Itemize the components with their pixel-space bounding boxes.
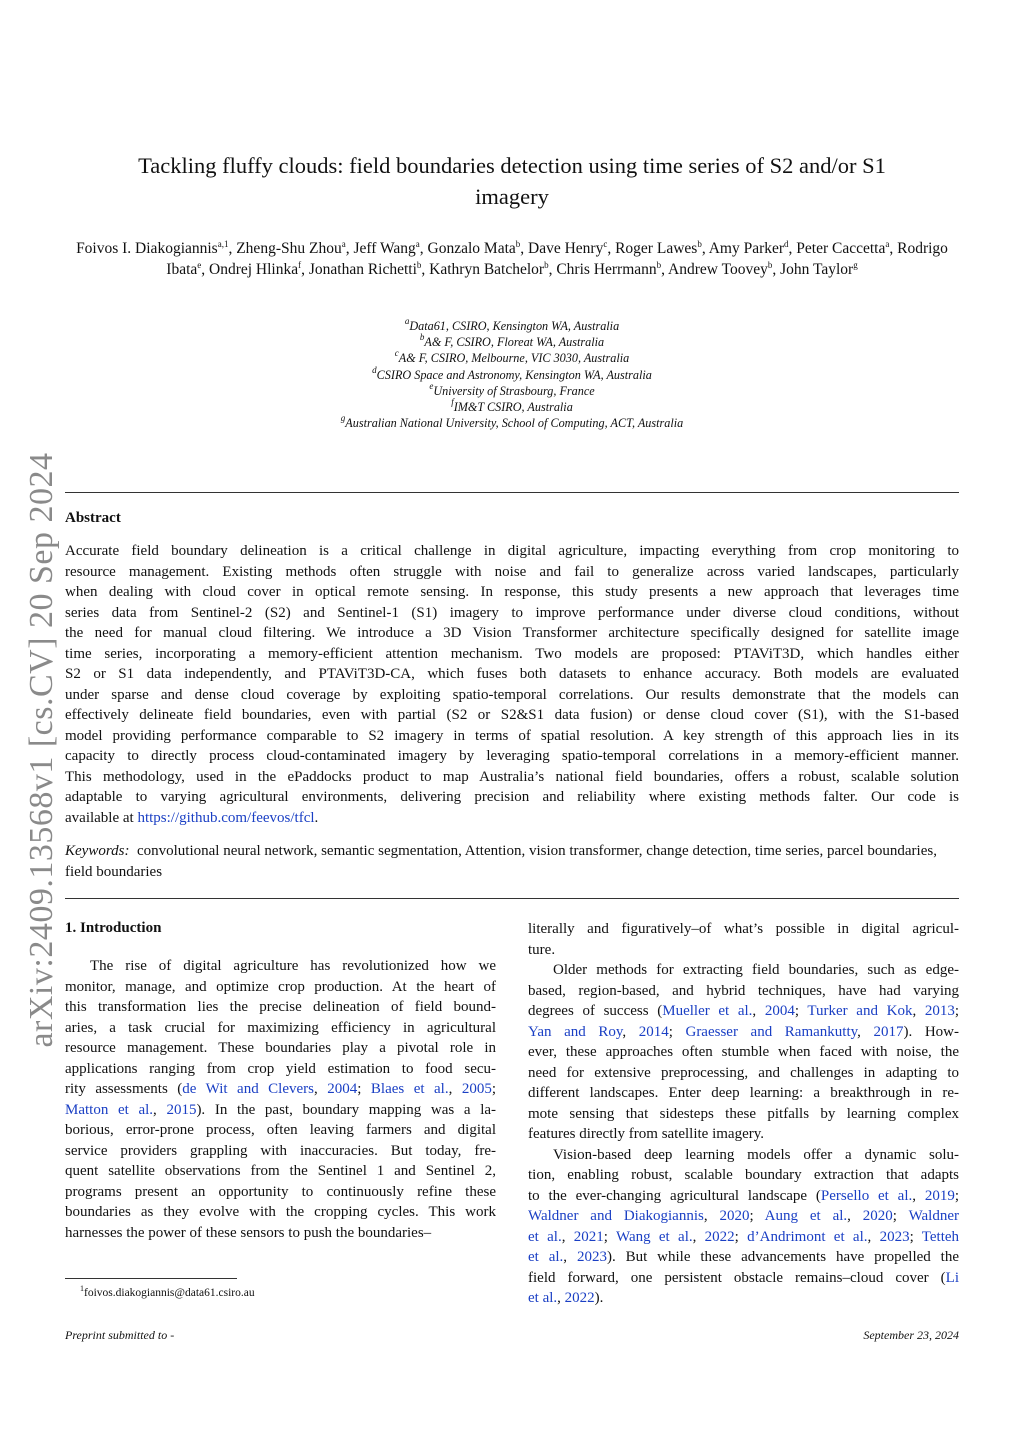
affiliation-list [200, 318, 824, 431]
citation-link[interactable]: 2014 [638, 1023, 669, 1040]
affiliation-text: Australian National University, School of Computing, ACT, Australia [345, 416, 684, 431]
text-run: to the ever-changing agricultural landscape ( [528, 1187, 821, 1204]
text-run: ; [909, 1228, 922, 1245]
author [556, 261, 661, 278]
author-name: Andrew Toovey [668, 260, 768, 278]
abstract-heading: Abstract [65, 510, 121, 526]
text-line [65, 997, 496, 1018]
text-run: monitor, manage, and optimize crop production. At the heart of [65, 978, 496, 995]
citation-link[interactable]: Wang et al. [615, 1228, 693, 1245]
citation-link[interactable]: Waldner [908, 1208, 959, 1224]
text-run: ). How- [903, 1023, 959, 1040]
citation-link[interactable]: https://github.com/feevos/tfcl [137, 809, 315, 826]
citation-link[interactable]: 2020 [719, 1208, 750, 1224]
text-line [65, 1059, 496, 1080]
text-line [528, 1206, 959, 1227]
divider-bottom [65, 898, 959, 899]
text-line [65, 1202, 496, 1223]
arxiv-stamp: arXiv:2409.13568v1 [cs.CV] 20 Sep 2024 [23, 452, 60, 1048]
text-run: , [448, 1081, 462, 1097]
left-column-text [65, 956, 496, 1243]
citation-link[interactable]: 2021 [573, 1228, 604, 1245]
author [780, 261, 858, 278]
author [528, 240, 607, 257]
author-name: Gonzalo Mata [427, 240, 516, 257]
author-affiliation-mark: e [197, 259, 202, 270]
author-name: Amy Parker [708, 240, 785, 257]
citation-link[interactable]: Matton et al. [65, 1101, 154, 1118]
text-line [65, 1100, 496, 1121]
text-line [528, 1042, 959, 1063]
text-run: literally and figuratively–of what’s possible in digital agricul- [528, 921, 959, 937]
affiliation-mark: c [394, 348, 399, 359]
text-run: time series, incorporating a memory-efficient attention mechanism. Two models are proposed: PTAViT3D, which handles either [65, 645, 959, 662]
author-affiliation-mark: a [415, 239, 420, 249]
text-line [65, 1120, 496, 1141]
affiliation [200, 318, 824, 334]
text-run: mote sensing that sidesteps these pitfalls by learning complex [528, 1105, 959, 1122]
affiliation-mark: a [404, 316, 410, 326]
text-run: , [703, 1208, 720, 1224]
text-line [65, 562, 959, 583]
text-run: rity assessments ( [65, 1081, 183, 1097]
text-line [528, 1063, 959, 1084]
text-run: . [314, 809, 319, 826]
text-run: borious, error-prone process, often leaving farmers and digital [65, 1122, 496, 1138]
text-run: model providing performance comparable to S2 imagery in terms of spatial resolution. A key strength of this approach lies in its [65, 727, 959, 744]
keywords-label: Keywords: [65, 843, 130, 859]
author [209, 261, 301, 278]
text-line [528, 981, 959, 1002]
text-line [65, 1161, 496, 1182]
text-run: ). In the past, boundary mapping was a la- [196, 1101, 496, 1118]
author-name: Zheng-Shu Zhou [236, 240, 342, 257]
text-run: This methodology, used in the ePaddocks product to map Australia’s national field boundaries, offers a robust, scalable solution [65, 768, 959, 785]
author-name: Dave Henry [528, 240, 604, 257]
affiliation-text: Data61, CSIRO, Kensington WA, Australia [409, 319, 620, 333]
text-run: ). [594, 1290, 604, 1306]
affiliation [200, 364, 824, 383]
text-run: the need for manual cloud filtering. We introduce a 3D Vision Transformer architecture specifically designed for satellite image [65, 625, 959, 641]
text-run: ). But while these advancements have propelled the [606, 1249, 959, 1265]
author [309, 261, 422, 278]
text-line [65, 644, 959, 665]
text-line [65, 1018, 496, 1039]
citation-link[interactable]: et al. [528, 1228, 562, 1245]
author-affiliation-mark: b [515, 239, 521, 249]
footnote-email[interactable]: foivos.diakogiannis@data61.csiro.au [84, 1287, 255, 1299]
title-line-1: Tackling fluffy clouds: field boundaries detection using time series of S2 and/or S1 [138, 153, 886, 178]
author [796, 240, 889, 257]
text-line [65, 808, 959, 829]
text-run: ; [603, 1228, 616, 1245]
citation-link[interactable]: 2023 [576, 1249, 607, 1265]
citation-link[interactable]: Yan and Roy [528, 1023, 623, 1040]
paper-title [80, 150, 944, 212]
author [76, 240, 228, 257]
text-run: series data from Sentinel-2 (S2) and Sentinel-1 (S1) imagery to improve performance under diverse cloud conditions, without [65, 604, 959, 621]
text-line [65, 623, 959, 644]
text-line [65, 603, 959, 624]
text-line [528, 1227, 959, 1248]
citation-link[interactable]: Tetteh [921, 1228, 959, 1245]
text-run: this transformation lies the precise delineation of field bound- [65, 999, 496, 1015]
text-line [528, 1268, 959, 1289]
text-run: resource management. Existing methods often struggle with noise and fail to generalize across varied landscapes, particularly [65, 563, 959, 580]
text-run: ; [734, 1228, 748, 1245]
text-line [528, 1083, 959, 1104]
citation-link[interactable]: Graesser and Ramankutty [685, 1023, 858, 1040]
citation-link[interactable]: 2004 [327, 1081, 358, 1097]
affiliation [200, 350, 824, 366]
author-name: Roger Lawes [615, 240, 698, 257]
text-line [528, 1022, 959, 1043]
author [615, 240, 702, 257]
text-run: need for extensive preprocessing, and challenges in adapting to [528, 1064, 959, 1081]
author-name: Kathryn Batchelor [429, 260, 545, 278]
author-affiliation-mark: d [784, 239, 789, 249]
author [709, 240, 789, 257]
citation-link[interactable]: 2017 [873, 1023, 904, 1040]
text-run: degrees of success ( [528, 1003, 663, 1019]
text-run: ; [954, 1003, 959, 1019]
text-run: S2 or S1 data independently, and PTAViT3D-CA, which fuses both datasets to enhance accuracy. Both models are evaluated [65, 666, 959, 682]
text-run: , [153, 1101, 167, 1118]
text-run: different landscapes. Enter deep learning: a breakthrough in re- [528, 1085, 959, 1101]
text-run: applications ranging from crop yield estimation to food secu- [65, 1060, 496, 1077]
citation-link[interactable]: 2004 [764, 1003, 795, 1019]
text-line [65, 787, 959, 808]
text-run: under sparse and dense cloud coverage by exploiting spatio-temporal correlations. Our results demonstrate that the models can [65, 686, 959, 703]
text-line [65, 726, 959, 747]
citation-link[interactable]: Mueller et al. [662, 1003, 753, 1019]
citation-link[interactable]: Blaes et al. [370, 1081, 449, 1097]
text-line [65, 1141, 496, 1162]
citation-link[interactable]: 2022 [564, 1290, 595, 1306]
text-run: effectively delineate field boundaries, even with partial (S2 or S2&S1 data fusion) or dense cloud cover (S1), with the S1-based [65, 707, 959, 723]
affiliation [200, 415, 824, 431]
text-run: quent satellite observations from the Sentinel 1 and Sentinel 2, [65, 1163, 496, 1179]
text-line [65, 977, 496, 998]
citation-link[interactable]: 2015 [166, 1101, 197, 1118]
author-name: Jeff Wang [353, 240, 416, 257]
text-run: The rise of digital agriculture has revolutionized how we [90, 958, 496, 974]
affiliation-mark: b [419, 332, 425, 343]
divider-top [65, 492, 959, 493]
text-run: harnesses the power of these sensors to push the boundaries– [65, 1224, 432, 1241]
affiliation-mark: f [451, 397, 454, 408]
text-line [528, 1104, 959, 1125]
text-run: ; [357, 1081, 371, 1097]
title-line-2: imagery [475, 184, 549, 209]
text-run: ; [749, 1208, 765, 1224]
citation-link[interactable]: Persello et al. [820, 1187, 913, 1204]
text-run: service providers grappling with inaccuracies. But today, fre- [65, 1142, 496, 1159]
author-affiliation-mark: b [656, 259, 662, 270]
author-affiliation-mark: g [853, 259, 858, 270]
text-run: capacity to directly process cloud-contaminated imagery by leveraging spatio-temporal correlations in a memory-efficient manner. [65, 748, 959, 764]
text-run: , [847, 1208, 863, 1224]
citation-link[interactable]: 2005 [461, 1081, 492, 1097]
text-line [65, 1182, 496, 1203]
text-line [65, 664, 959, 685]
text-line [528, 919, 959, 940]
keywords [65, 841, 959, 882]
author [353, 240, 419, 257]
text-run: tion, enabling robust, scalable boundary extraction that adapts [528, 1167, 959, 1183]
citation-link[interactable]: et al. [528, 1249, 564, 1265]
text-run: , [557, 1290, 565, 1306]
text-line [65, 685, 959, 706]
text-run: aries, a task crucial for maximizing efficiency in agricultural [65, 1019, 496, 1036]
author [429, 261, 548, 278]
citation-link[interactable]: 2019 [924, 1187, 955, 1204]
footer-date: September 23, 2024 [863, 1328, 959, 1342]
citation-link[interactable]: Aung et al. [764, 1208, 848, 1224]
affiliation-mark: e [429, 380, 434, 391]
text-line [65, 582, 959, 603]
text-line [528, 1165, 959, 1186]
text-run: adaptable to varying agricultural environments, delivering precision and reliability where existing methods falter. Our code is [65, 789, 959, 805]
text-run: features directly from satellite imagery. [528, 1126, 765, 1142]
author-name: Chris Herrmann [556, 260, 657, 278]
author-affiliation-mark: a,1 [217, 239, 229, 249]
affiliation-text: A& F, CSIRO, Melbourne, VIC 3030, Australia [398, 351, 630, 366]
keywords-text: convolutional neural network, semantic segmentation, Attention, vision transformer, change detection, time series, parcel boundaries, field boundaries [65, 843, 937, 880]
citation-link[interactable]: 2013 [924, 1003, 955, 1019]
citation-link[interactable]: 2023 [879, 1228, 910, 1245]
footnote-rule [65, 1278, 237, 1279]
author-name: Foivos I. Diakogiannis [76, 240, 218, 257]
text-run: programs present an opportunity to continuously refine these [65, 1183, 496, 1200]
author-affiliation-mark: a [341, 239, 346, 249]
text-run: , [314, 1081, 328, 1097]
text-run: , [857, 1023, 874, 1040]
text-line [65, 1223, 496, 1244]
right-column-text [528, 919, 959, 1309]
author-list: Foivos I. Diakogiannis$^{a,1}$, Zheng-Shu Zhou$^a$, Jeff Wang$^a$, Gonzalo Mata$^b$, Dave Henry$^c$, Roger Lawes$^b$, Amy Parker$^d$, Peter Caccetta$^a$, Rodrigo Ibata$^e$, Ondrej Hlinka$^f$, Jonathan Richetti$^b$, Kathryn Batchelor$^b$, Chris Herrmann$^b$, Andrew Toovey$^b$, John Taylor$^g$ [76, 239, 948, 278]
affiliation [200, 334, 824, 350]
footnote [80, 1284, 255, 1299]
text-run: Older methods for extracting field boundaries, such as edge- [553, 962, 959, 978]
text-run: ; [668, 1023, 686, 1040]
citation-link[interactable]: de Wit and Clevers [182, 1081, 315, 1097]
text-run: ; [954, 1187, 959, 1204]
text-line [65, 541, 959, 562]
affiliation [200, 399, 824, 415]
text-line [528, 1124, 959, 1145]
author-name: Jonathan Richetti [308, 260, 417, 278]
text-run: Accurate field boundary delineation is a critical challenge in digital agriculture, impacting everything from crop monitoring to [65, 543, 959, 559]
text-line [65, 1038, 496, 1059]
citation-link[interactable]: d’Andrimont et al. [747, 1228, 868, 1245]
footnote-mark: 1 [80, 1284, 84, 1293]
text-run: , [692, 1228, 705, 1245]
author-name: Peter Caccetta [796, 240, 886, 257]
text-run: , [622, 1023, 639, 1040]
text-run: ; [794, 1003, 808, 1019]
text-run: , [561, 1228, 574, 1245]
author [428, 240, 521, 257]
text-run: Vision-based deep learning models offer a dynamic solu- [553, 1146, 959, 1163]
author-name: Rodrigo Ibata [166, 240, 948, 278]
affiliation-text: CSIRO Space and Astronomy, Kensington WA, Australia [376, 367, 652, 382]
text-line [528, 1186, 959, 1207]
text-line [528, 1288, 959, 1309]
affiliation-text: University of Strasbourg, France [433, 383, 595, 398]
citation-link[interactable]: Turker and Kok [807, 1003, 913, 1019]
text-line [65, 746, 959, 767]
text-line [65, 956, 496, 977]
text-run: ture. [528, 941, 556, 958]
author-name: Ondrej Hlinka [209, 260, 299, 278]
footer-left: Preprint submitted to - [65, 1328, 175, 1342]
citation-link[interactable]: et al. [528, 1290, 558, 1306]
author [236, 240, 345, 257]
author-affiliation-mark: a [885, 239, 890, 249]
text-line [65, 705, 959, 726]
section-heading-introduction: 1. Introduction [65, 920, 162, 936]
citation-link[interactable]: 2022 [704, 1228, 735, 1245]
text-line [528, 1145, 959, 1166]
text-run: when dealing with cloud cover in optical remote sensing. In response, this study presents a new approach that leverages time [65, 584, 959, 600]
text-run: , [867, 1228, 880, 1245]
author [668, 261, 772, 278]
affiliation-mark: d [372, 364, 377, 375]
text-run: available at [65, 809, 138, 826]
affiliation [200, 380, 824, 399]
citation-link[interactable]: Waldner and Diakogiannis [528, 1208, 704, 1224]
affiliation-text: A& F, CSIRO, Floreat WA, Australia [424, 335, 605, 350]
text-line [65, 1079, 496, 1100]
author-affiliation-mark: b [544, 259, 549, 270]
author-affiliation-mark: b [416, 259, 422, 270]
author-name: John Taylor [780, 260, 854, 278]
affiliation-text: IM&T CSIRO, Australia [453, 400, 573, 415]
text-run: ever, these approaches often stumble when faced with noise, the [528, 1044, 959, 1060]
text-run: , [752, 1003, 765, 1019]
abstract-body [65, 541, 959, 828]
text-line [528, 1247, 959, 1268]
text-run: field forward, one persistent obstacle remains–cloud cover ( [528, 1269, 946, 1286]
text-run: ; [491, 1081, 496, 1097]
affiliation-mark: g [340, 413, 346, 424]
text-run: based, region-based, and hybrid techniques, have had varying [528, 982, 959, 999]
citation-link[interactable]: 2020 [862, 1208, 893, 1224]
text-run: , [912, 1187, 925, 1204]
text-run: resource management. These boundaries play a pivotal role in [65, 1040, 496, 1056]
text-line [528, 940, 959, 961]
author-affiliation-mark: c [603, 239, 608, 249]
text-run: ; [892, 1208, 909, 1224]
citation-link[interactable]: Li [945, 1269, 959, 1286]
text-line [528, 1001, 959, 1022]
author-affiliation-mark: b [767, 259, 773, 270]
text-run: , [912, 1003, 925, 1019]
text-run: boundaries as they evolve with the cropping cycles. This work [65, 1204, 496, 1220]
text-line [528, 960, 959, 981]
author-affiliation-mark: f [298, 259, 302, 270]
author-affiliation-mark: b [697, 239, 702, 249]
text-run: , [563, 1249, 577, 1265]
text-line [65, 767, 959, 788]
